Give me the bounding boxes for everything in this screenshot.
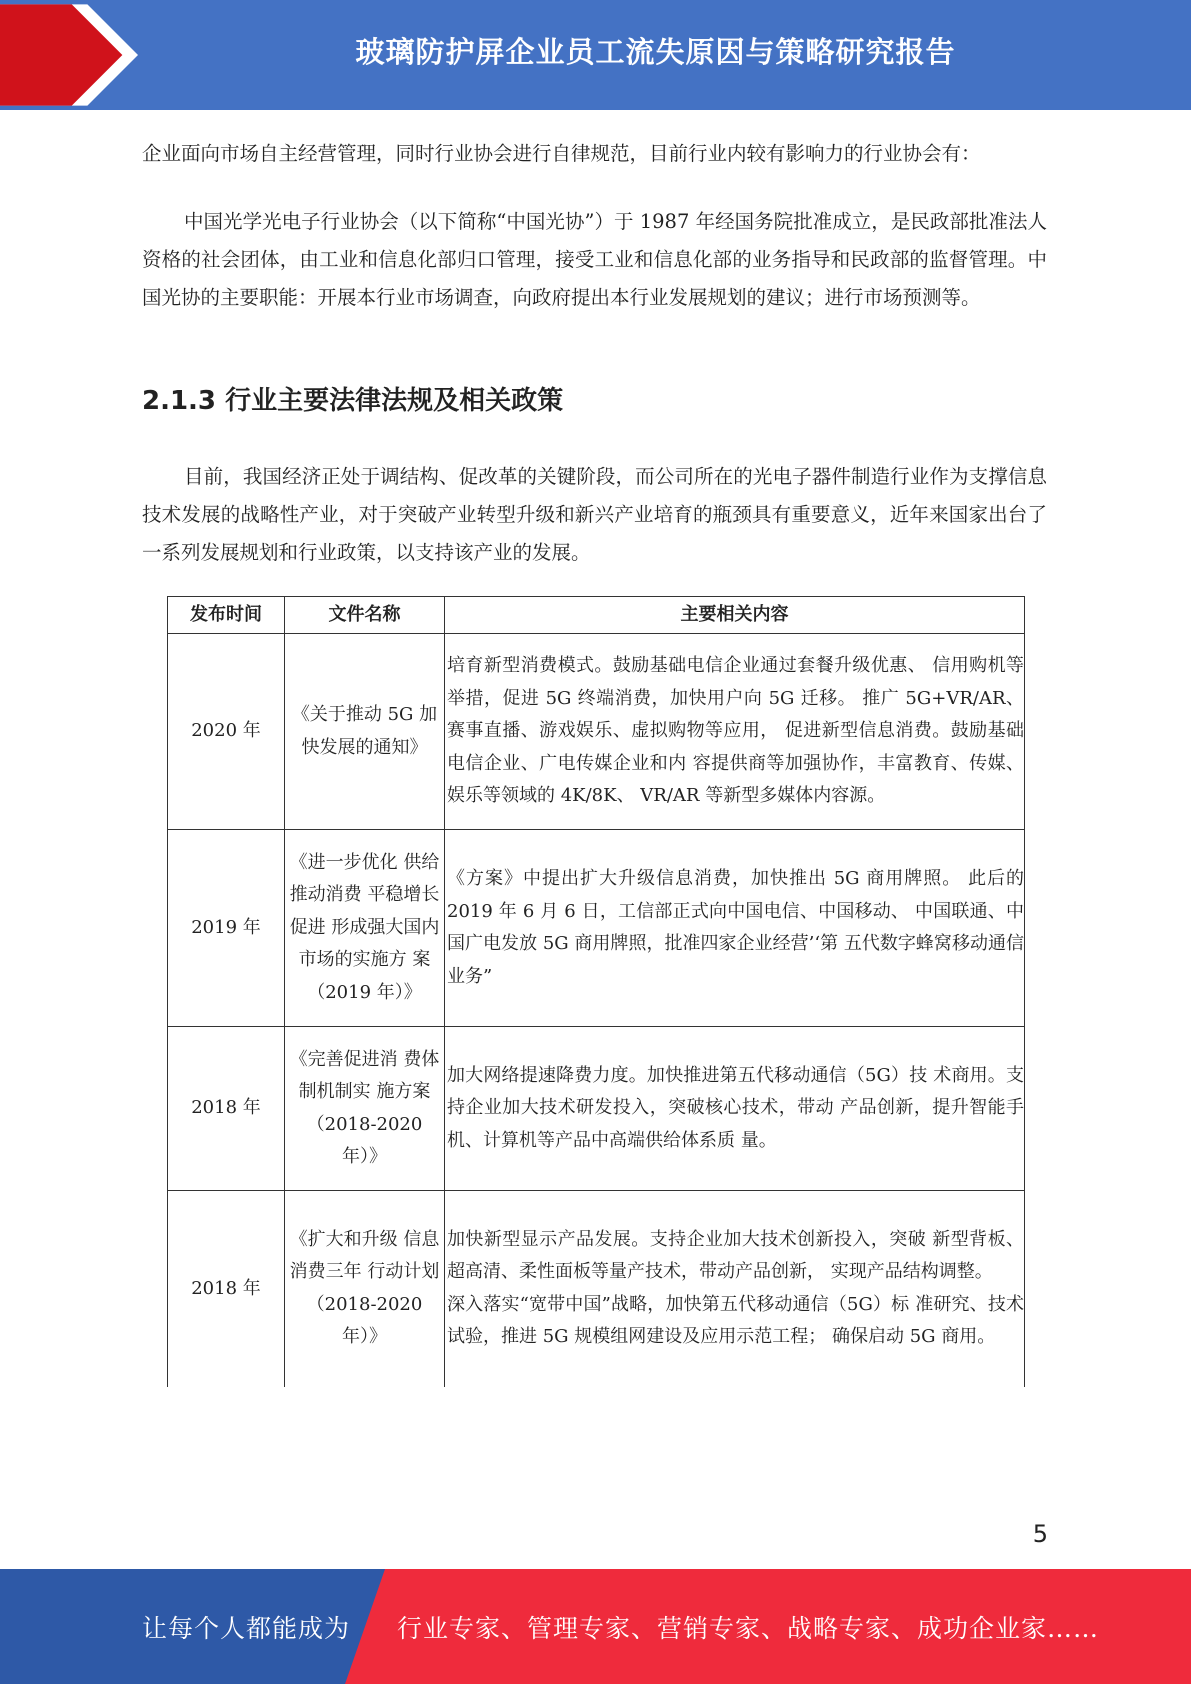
header-arrow-icon: [0, 0, 138, 110]
row-content: 《方案》中提出扩大升级信息消费，加快推出 5G 商用牌照。 此后的 2019 年 6 月 6 日，工信部正式向中国电信、中国移动、 中国联通、中国广电发放 5G 商用牌照，批准四家企业经营’‘第 五代数字蜂窝移动通信业务”: [445, 830, 1025, 1027]
table-row: [168, 634, 1025, 830]
row-content: 加大网络提速降费力度。加快推进第五代移动通信（5G）技 术商用。支持企业加大技术研发投入，突破核心技术，带动 产品创新，提升智能手机、计算机等产品中高端供给体系质 量。: [445, 1027, 1025, 1191]
table-row: [168, 1191, 1025, 1387]
row-date: 2018 年: [168, 1027, 285, 1191]
row-date: 2020 年: [168, 634, 285, 830]
row-document-name: 《进一步优化 供给推动消费 平稳增长促进 形成强大国内 市场的实施方 案（2019 年）》: [285, 830, 445, 1027]
table-header-row: [168, 597, 1025, 634]
column-header-content: 主要相关内容: [445, 597, 1025, 634]
row-document-name: 《关于推动 5G 加快发展的通知》: [285, 634, 445, 830]
column-header-date: 发布时间: [168, 597, 285, 634]
table-row: [168, 1027, 1025, 1191]
policy-table: [167, 596, 1025, 1387]
row-date: 2019 年: [168, 830, 285, 1027]
intro-paragraph: 企业面向市场自主经营管理，同时行业协会进行自律规范，目前行业内较有影响力的行业协会有：: [142, 142, 981, 165]
table-row: [168, 830, 1025, 1027]
policy-intro-paragraph: 目前，我国经济正处于调结构、促改革的关键阶段，而公司所在的光电子器件制造行业作为支撑信息技术发展的战略性产业，对于突破产业转型升级和新兴产业培育的瓶颈具有重要意义，近年来国家出台了一系列发展规划和行业政策，以支持该产业的发展。: [142, 465, 1047, 564]
row-document-name: 《扩大和升级 信息消费三年 行动计划（2018-2020 年）》: [285, 1191, 445, 1387]
page-footer: [0, 1569, 1191, 1684]
column-header-name: 文件名称: [285, 597, 445, 634]
report-title: 玻璃防护屏企业员工流失原因与策略研究报告: [355, 35, 956, 69]
footer-slogan: 行业专家、管理专家、营销专家、战略专家、成功企业家……: [397, 1614, 1100, 1643]
association-paragraph: 中国光学光电子行业协会（以下简称“中国光协”）于 1987 年经国务院批准成立，是民政部批准法人资格的社会团体，由工业和信息化部归口管理，接受工业和信息化部的业务指导和民政部的监督管理。中国光协的主要职能：开展本行业市场调查，向政府提出本行业发展规划的建议；进行市场预测等。: [142, 210, 1047, 309]
row-document-name: 《完善促进消 费体制机制实 施方案（2018-2020 年）》: [285, 1027, 445, 1191]
row-content: 培育新型消费模式。鼓励基础电信企业通过套餐升级优惠、 信用购机等举措，促进 5G 终端消费，加快用户向 5G 迁移。 推广 5G+VR/AR、赛事直播、游戏娱乐、虚拟购物等应用， 促进新型信息消费。鼓励基础电信企业、广电传媒企业和内 容提供商等加强协作，丰富教育、传媒、娱乐等领域的 4K/8K、 VR/AR 等新型多媒体内容源。: [445, 634, 1025, 830]
row-content: 加快新型显示产品发展。支持企业加大技术创新投入，突破 新型背板、超高清、柔性面板等量产技术，带动产品创新， 实现产品结构调整。 深入落实“宽带中国”战略，加快第五代移动通信（5G）标 准研究、技术试验，推进 5G 规模组网建设及应用示范工程； 确保启动 5G 商用。: [445, 1191, 1025, 1387]
section-heading: 2.1.3 行业主要法律法规及相关政策: [142, 386, 564, 416]
footer-slogan-prefix: 让每个人都能成为: [142, 1614, 351, 1643]
page-number: 5: [1032, 1520, 1048, 1548]
row-date: 2018 年: [168, 1191, 285, 1387]
page-header: [0, 0, 1191, 110]
